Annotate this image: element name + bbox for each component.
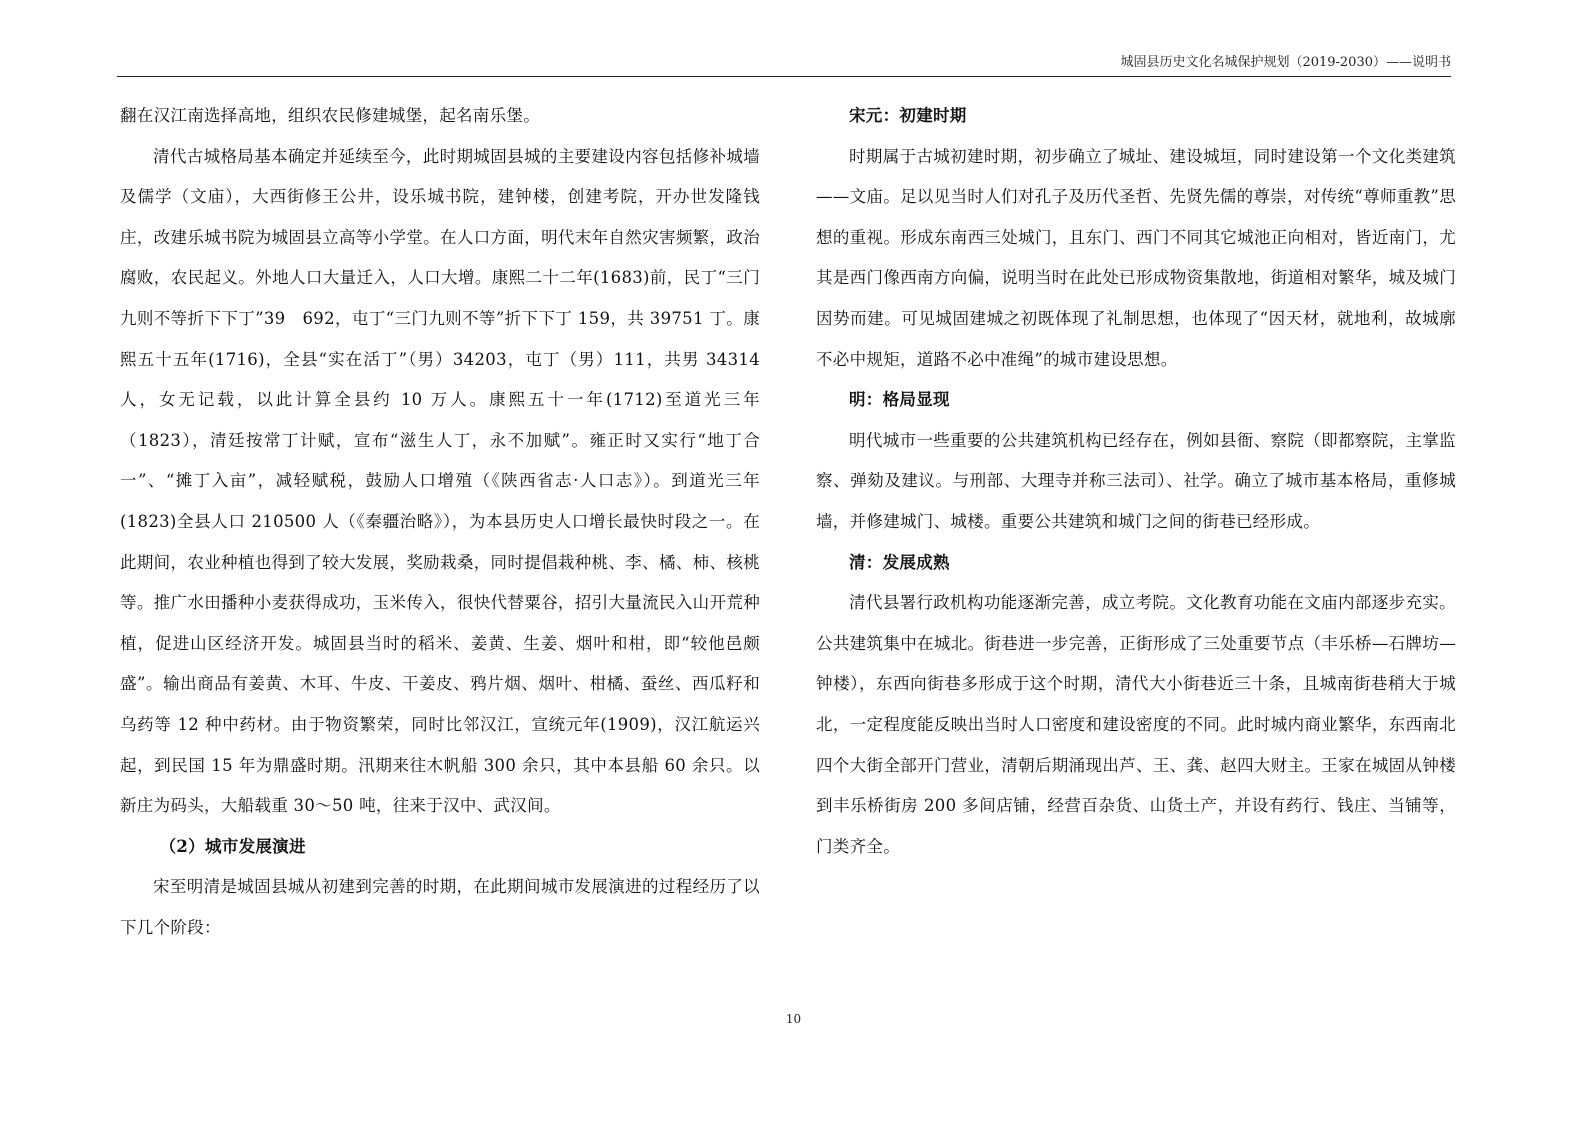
section-heading: 明：格局显现 (849, 390, 950, 410)
document-title: 城固县历史文化名城保护规划（2019-2030）——说明书 (1120, 55, 1451, 70)
section-heading: 清：发展成熟 (849, 552, 950, 572)
right-column (816, 96, 1456, 867)
paragraph: 清代古城格局基本确定并延续至今，此时期城固县城的主要建设内容包括修补城墙及儒学（文庙），大西街修王公井，设乐城书院，建钟楼，创建考院，开办世发隆钱庄，改建乐城书院为城固县立高等小学堂。在人口方面，明代末年自然灾害频繁，政治腐败，农民起义。外地人口大量迁入，人口大增。康熙二十二年(1683)前，民丁“三门九则不等折下下丁”39 692，屯丁“三门九则不等”折下下丁 159，共 39751 丁。康熙五十五年(1716)，全县“实在活丁”（男）34203，屯丁（男）111，共男 34314 人，女无记载，以此计算全县约 10 万人。康熙五十一年(1712)至道光三年（1823），清廷按常丁计赋，宣布“滋生人丁，永不加赋”。雍正时又实行“地丁合一”、“摊丁入亩”，减轻赋税，鼓励人口增殖（《陕西省志·人口志》）。到道光三年(1823)全县人口 210500 人（《秦疆治略》），为本县历史人口增长最快时段之一。在此期间，农业种植也得到了较大发展，奖励栽桑，同时提倡栽种桃、李、橘、柿、核桃等。推广水田播种小麦获得成功，玉米传入，很快代替粟谷，招引大量流民入山开荒种植，促进山区经济开发。城固县当时的稻米、姜黄、生姜、烟叶和柑，即“较他邑颇盛”。输出商品有姜黄、木耳、牛皮、干姜皮、鸦片烟、烟叶、柑橘、蚕丝、西瓜籽和乌药等 12 种中药材。由于物资繁荣，同时比邻汉江，宣统元年(1909)，汉江航运兴起，到民国 15 年为鼎盛时期。汛期来往木帆船 300 余只，其中本县船 60 余只。以新庄为码头，大船载重 30～50 吨，往来于汉中、武汉间。 (120, 146, 760, 816)
paragraph: 清代县署行政机构功能逐渐完善，成立考院。文化教育功能在文庙内部逐步充实。公共建筑集中在城北。街巷进一步完善，正街形成了三处重要节点（丰乐桥—石牌坊—钟楼），东西向街巷多形成于这个时期，清代大小街巷近三十条，且城南街巷稍大于城北，一定程度能反映出当时人口密度和建设密度的不同。此时城内商业繁华，东西南北四个大街全部开门营业，清朝后期涌现出芦、王、龚、赵四大财主。王家在城固从钟楼到丰乐桥街房 200 多间店铺，经营百杂货、山货土产，并设有药行、钱庄、当铺等，门类齐全。 (816, 593, 1456, 856)
paragraph: 翻在汉江南选择高地，组织农民修建城堡，起名南乐堡。 (120, 106, 540, 125)
paragraph: 明代城市一些重要的公共建筑机构已经存在，例如县衙、察院（即都察院，主掌监察、弹劾及建议。与刑部、大理寺并称三法司）、社学。确立了城市基本格局，重修城墙，并修建城门、城楼。重要公共建筑和城门之间的街巷已经形成。 (816, 430, 1456, 531)
running-header (117, 50, 1451, 77)
paragraph: 宋至明清是城固县城从初建到完善的时期，在此期间城市发展演进的过程经历了以下几个阶段： (120, 877, 760, 937)
page-number: 10 (785, 1012, 802, 1026)
section-heading: （2）城市发展演进 (159, 836, 306, 856)
section-heading: 宋元：初建时期 (849, 106, 967, 125)
paragraph: 时期属于古城初建时期，初步确立了城址、建设城垣，同时建设第一个文化类建筑——文庙。足以见当时人们对孔子及历代圣哲、先贤先儒的尊崇，对传统“尊师重教”思想的重视。形成东南西三处城门，且东门、西门不同其它城池正向相对，皆近南门，尤其是西门像西南方向偏，说明当时在此处已形成物资集散地，街道相对繁华，城及城门因势而建。可见城固建城之初既体现了礼制思想，也体现了“因天材，就地利，故城廓不必中规矩，道路不必中准绳”的城市建设思想。 (816, 146, 1456, 369)
left-column (120, 96, 760, 948)
